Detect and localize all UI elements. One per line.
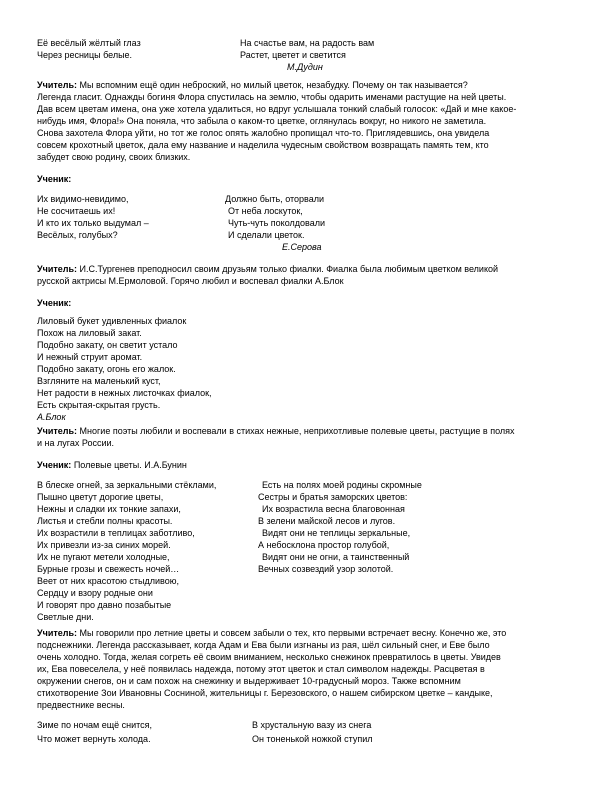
poem-line: В блеске огней, за зеркальными стёклами, bbox=[37, 480, 217, 490]
poem-line: На счастье вам, на радость вам bbox=[240, 38, 375, 48]
poem-line: Листья и стебли полны красоты. bbox=[37, 516, 173, 526]
poem-line: И нежный струит аромат. bbox=[37, 352, 143, 362]
poem-line: В зелени майской лесов и лугов. bbox=[258, 516, 396, 526]
teacher-paragraph-line: нибудь имя, Флора!» Она поняла, что забыла о каком-то цветке, оглянулась вокруг, но никого не заметила. bbox=[37, 116, 487, 126]
teacher-paragraph-line: окружении снегов, он и сам похож на снежинку и выдерживает 10-градусный мороз. Также вспомним bbox=[37, 676, 461, 686]
poem-line: Вечных созвездий узор золотой. bbox=[258, 564, 394, 574]
poem-line: Чуть-чуть поколдовали bbox=[228, 218, 326, 228]
poem-line: Их привезли из-за синих морей. bbox=[37, 540, 171, 550]
poem-line: Бурные грозы и свежесть ночей… bbox=[37, 564, 180, 574]
poem-line: И кто их только выдумал – bbox=[37, 218, 149, 228]
poem-line: Взгляните на маленький куст, bbox=[37, 376, 161, 386]
poem-line: И говорят про давно позабытые bbox=[37, 600, 172, 610]
poem-line: Подобно закату, огонь его жалок. bbox=[37, 364, 176, 374]
poem-line: Есть скрытая-скрытая грусть. bbox=[37, 400, 161, 410]
poem-line: Подобно закату, он светит устало bbox=[37, 340, 178, 350]
poem-line: Светлые дни. bbox=[37, 612, 94, 622]
speaker-label: Учитель: bbox=[37, 264, 78, 274]
poem-line: Есть на полях моей родины скромные bbox=[262, 480, 422, 490]
teacher-paragraph-line: Дав всем цветам имена, она уже хотела удалиться, но вдруг услышала тонкий слабый голосок: «Дай и мне какое- bbox=[37, 104, 517, 114]
poem-line: Не сосчитаешь их! bbox=[37, 206, 116, 216]
poem-line: Видят они не огни, а таинственный bbox=[262, 552, 410, 562]
student-label: Ученик: bbox=[37, 174, 72, 184]
poem-line: А небосклона простор голубой, bbox=[258, 540, 390, 550]
teacher-paragraph-line: Учитель: И.С.Тургенев преподносил своим друзьям только фиалки. Фиалка была любимым цветком великой bbox=[37, 264, 499, 274]
poem-line: Их возрастили в теплицах заботливо, bbox=[37, 528, 195, 538]
poem-line: Нет радости в нежных листочках фиалок, bbox=[37, 388, 212, 398]
teacher-paragraph-line: очень холодно. Тогда, желая согреть её своим вниманием, несколько снежинок превратилось в цветы. Увидев bbox=[37, 652, 501, 662]
poem-line: От неба лоскуток, bbox=[228, 206, 303, 216]
poem-line: Сердцу и взору родные они bbox=[37, 588, 153, 598]
poem-line: Сестры и братья заморских цветов: bbox=[258, 492, 408, 502]
teacher-paragraph-line: и на лугах России. bbox=[37, 438, 115, 448]
teacher-paragraph-line: Учитель: Мы говорили про летние цветы и совсем забыли о тех, кто первыми встречает весну. Конечно же, это bbox=[37, 628, 507, 638]
teacher-paragraph-line: совсем крохотный цветок, дала ему название и наделила чудесным свойством возвращать память тем, кто bbox=[37, 140, 489, 150]
student-heading: Ученик: Полевые цветы. И.А.Бунин bbox=[37, 460, 187, 470]
poem-line: В хрустальную вазу из снега bbox=[252, 720, 372, 730]
teacher-paragraph-line: русской актрисы М.Ермоловой. Горячо любил и воспевал фиалки А.Блок bbox=[37, 276, 344, 286]
poem-author: М.Дудин bbox=[287, 62, 323, 72]
poem-line: Нежны и сладки их тонкие запахи, bbox=[37, 504, 181, 514]
poem-line: Что может вернуть холода. bbox=[37, 734, 151, 744]
poem-line: И сделали цветок. bbox=[228, 230, 305, 240]
poem-line: Её весёлый жёлтый глаз bbox=[37, 38, 141, 48]
poem-line: Должно быть, оторвали bbox=[225, 194, 324, 204]
student-label: Ученик: bbox=[37, 298, 72, 308]
teacher-paragraph-line: Учитель: Мы вспомним ещё один неброский, но милый цветок, незабудку. Почему он так называется? bbox=[37, 80, 468, 90]
teacher-paragraph-line: их, Ева повеселела, у неё появилась надежда, потому этот цветок и стал символом надежды. Расцветая в bbox=[37, 664, 485, 674]
poem-line: Пышно цветут дорогие цветы, bbox=[37, 492, 164, 502]
teacher-paragraph-line: предвестнике весны. bbox=[37, 700, 125, 710]
teacher-paragraph-line: забудет свою родину, своих близких. bbox=[37, 152, 191, 162]
poem-line: Их не пугают метели холодные, bbox=[37, 552, 170, 562]
poem-line: Видят они не теплицы зеркальные, bbox=[262, 528, 411, 538]
poem-author: А.Блок bbox=[37, 412, 66, 422]
poem-line: Их возрастила весна благовонная bbox=[262, 504, 405, 514]
speaker-label: Учитель: bbox=[37, 628, 78, 638]
poem-line: Весёлых, голубых? bbox=[37, 230, 118, 240]
teacher-paragraph-line: Учитель: Многие поэты любили и воспевали в стихах нежные, неприхотливые полевые цветы, растущие в полях bbox=[37, 426, 515, 436]
poem-line: Зиме по ночам ещё снится, bbox=[37, 720, 153, 730]
poem-line: Растет, цветет и светится bbox=[240, 50, 346, 60]
teacher-paragraph-line: Легенда гласит. Однажды богиня Флора спустилась на землю, чтобы одарить именами растущие на ней цветы. bbox=[37, 92, 507, 102]
poem-line: Лиловый букет удивленных фиалок bbox=[37, 316, 187, 326]
poem-line: Их видимо-невидимо, bbox=[37, 194, 129, 204]
teacher-paragraph-line: Снова захотела Флора уйти, но тот же голос опять жалобно пропищал что-то. Приглядевшись, она увидела bbox=[37, 128, 490, 138]
poem-line: Похож на лиловый закат. bbox=[37, 328, 142, 338]
speaker-label: Учитель: bbox=[37, 426, 78, 436]
poem-line: Он тоненькой ножкой ступил bbox=[252, 734, 373, 744]
poem-line: Веет от них красотою стыдливою, bbox=[37, 576, 179, 586]
teacher-paragraph-line: подснежники. Легенда рассказывает, когда Адам и Ева были изгнаны из рая, шёл сильный снег, и Еве было bbox=[37, 640, 490, 650]
poem-author: Е.Серова bbox=[282, 242, 322, 252]
student-label: Ученик: bbox=[37, 460, 72, 470]
speaker-label: Учитель: bbox=[37, 80, 78, 90]
poem-line: Через ресницы белые. bbox=[37, 50, 133, 60]
teacher-paragraph-line: стихотворение Зои Ивановны Сосниной, жительницы г. Березовского, о нашем сибирском цветке – кандыке, bbox=[37, 688, 493, 698]
